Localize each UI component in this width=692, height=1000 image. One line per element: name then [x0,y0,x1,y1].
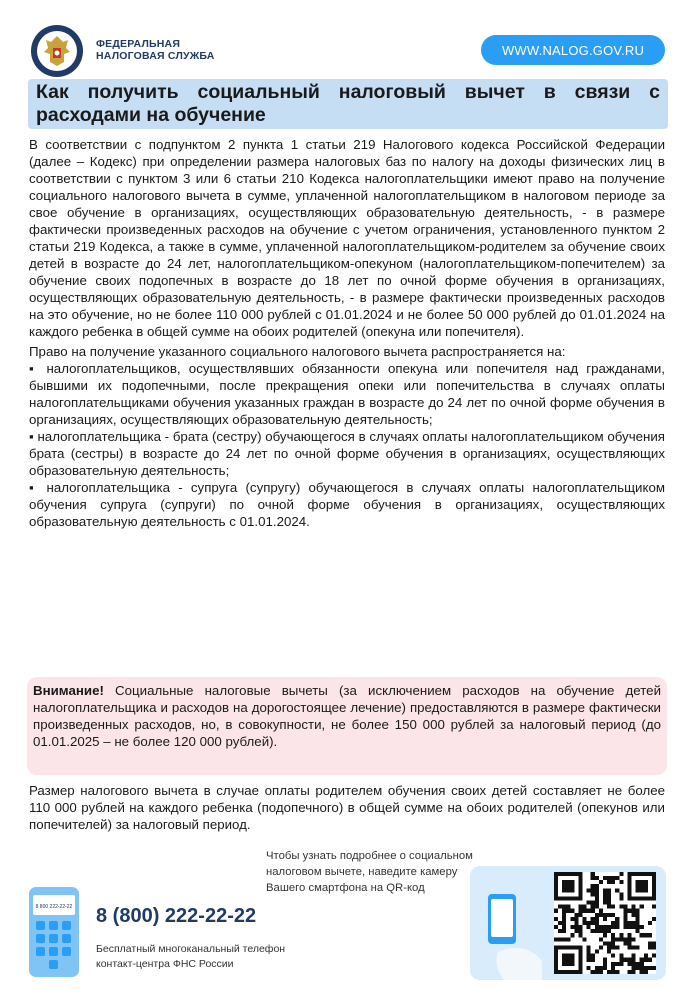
paragraph-intro: В соответствии с подпунктом 2 пункта 1 статьи 219 Налогового кодекса Российской Федерации (далее – Кодекс) при определении размера налоговых баз по налогу на доходы физических лиц в соответствии с пунктом 3 или 6 статьи 210 Кодекса налогоплательщики имеют право на получение социального налогового вычета в сумме, уплаченной налогоплательщиком в налоговом периоде за свое обучение в организациях, осуществляющих образовательную деятельность, - в размере фактически произведенных расходов на обучение с учетом ограничения, установленного пунктом 2 статьи 219 Кодекса, а также в сумме, уплаченной налогоплательщиком-родителем за обучение своих детей в возрасте до 24 лет, налогоплательщиком-опекуном (налогоплательщиком-попечителем) за обучение своих подопечных в возрасте до 18 лет по очной форме обучения в организациях, осуществляющих образовательную деятельность, - в размере фактически произведенных расходов на это обучение, но не более 110 000 рублей с 01.01.2024 и не более 50 000 рублей до 01.01.2024 на каждого ребенка в общей сумме на обоих родителей (опекуна или попечителя). [29,137,665,339]
attention-body: Социальные налоговые вычеты (за исключением расходов на обучение детей налогоплательщика и расходов на дорогостоящее лечение) предоставляются в размере фактически произведенных расходов, но, в совокупности, не более 150 000 рублей за налоговый период (до 01.01.2025 – не более 120 000 рублей). [33,683,661,749]
qr-instruction-line3: Вашего смартфона на QR-код [266,882,425,894]
org-name-line1: ФЕДЕРАЛЬНАЯ [96,38,181,50]
page-title: Как получить социальный налоговый вычет в связи с расходами на обучение [36,81,660,126]
qr-instruction [266,848,473,896]
phone-icon [29,887,79,977]
org-name [96,38,215,62]
smartphone-hand-icon [484,892,544,980]
list-item: ▪ налогоплательщиков, осуществлявших обязанности опекуна или попечителя над гражданами, бывшими их подопечными, после прекращения опеки или попечительства в случаях оплаты налогоплательщиками обучения указанных граждан в возрасте до 24 лет по очной форме обучения в организациях, осуществляющих образовательную деятельность; [29,360,665,428]
qr-instruction-line1: Чтобы узнать подробнее о социальном [266,850,473,862]
attention-label: Внимание! [33,683,104,698]
attention-text [27,677,667,750]
website-link[interactable]: WWW.NALOG.GOV.RU [481,35,665,65]
list-item: ▪ налогоплательщика - брата (сестру) обучающегося в случаях оплаты налогоплательщиком обучения брата (сестры) в возрасте до 24 лет по очной форме обучения в организациях, осуществляющих образовательную деятельность; [29,428,665,479]
hotline-description-line1: Бесплатный многоканальный телефон [96,943,286,955]
page-header [0,0,692,80]
paragraph-closing: Размер налогового вычета в случае оплаты родителем обучения своих детей составляет не более 110 000 рублей на каждого ребенка (подопечного) в общей сумме на обоих родителей (опекунов или попечителей) за налоговый период. [29,783,665,832]
list-item: ▪ налогоплательщика - супруга (супругу) обучающегося в случаях оплаты налогоплательщиком обучения супруга (супруги) по очной форме обучения в организациях, осуществляющих образовательную деятельность с 01.01.2024. [29,479,665,530]
qr-instruction-line2: налоговом вычете, наведите камеру [266,866,458,878]
main-text [29,136,665,530]
hotline-description-line2: контакт-центра ФНС России [96,958,234,970]
fns-emblem-icon [30,24,84,78]
hotline-number[interactable]: 8 (800) 222-22-22 [96,905,257,927]
hotline-description [96,942,285,972]
paragraph-right: Право на получение указанного социального налогового вычета распространяется на: [29,344,566,359]
attention-box [27,677,667,775]
phone-screen-number: 8 800 222-22-22 [35,904,73,910]
title-banner [28,79,668,129]
closing-text [29,782,665,833]
org-name-line2: НАЛОГОВАЯ СЛУЖБА [96,50,215,62]
qr-code[interactable] [554,872,656,974]
